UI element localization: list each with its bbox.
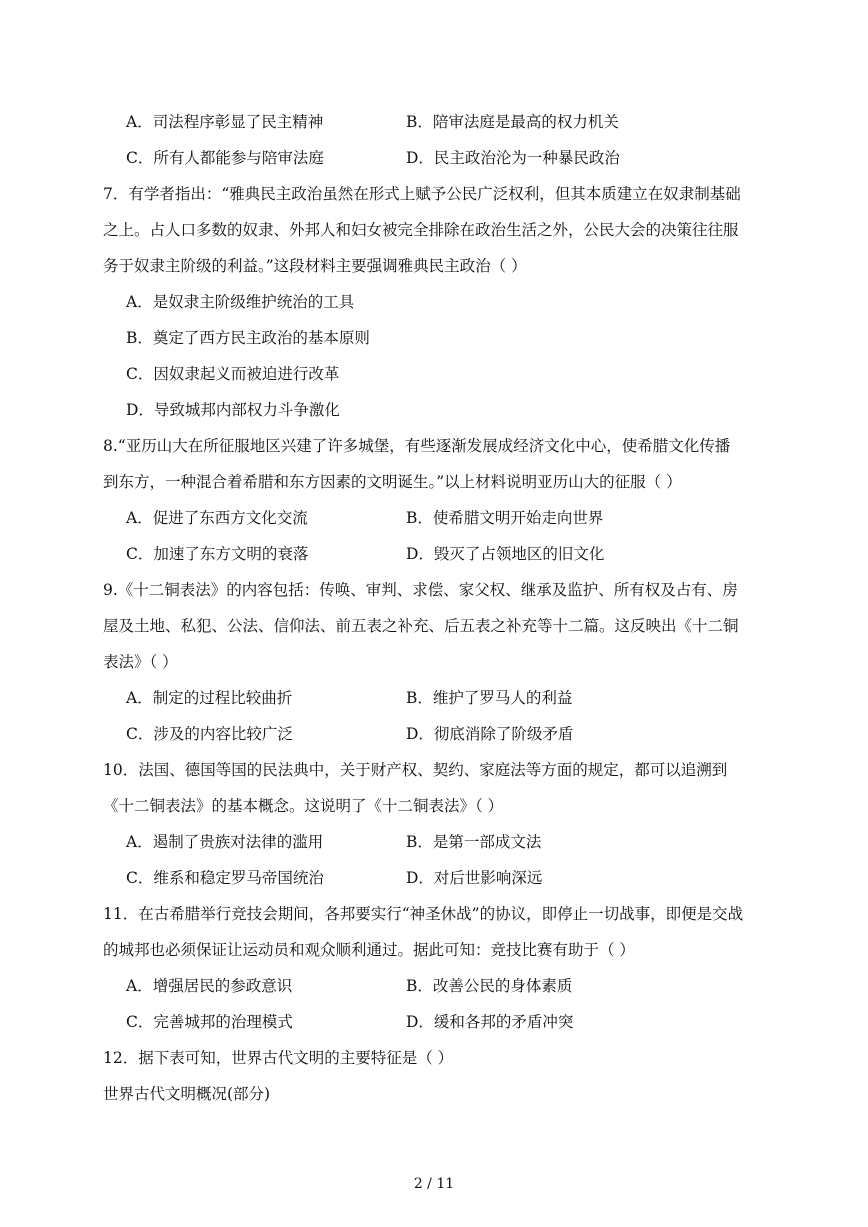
q9-option-b: B．维护了罗马人的利益: [406, 689, 573, 707]
q7-option-c: C．因奴隶起义而被迫进行改革: [126, 365, 340, 383]
q8-option-c: C．加速了东方文明的衰落: [126, 545, 309, 563]
q11-stem-line-2: 的城邦也必须保证让运动员和观众顺利通过。据此可知：竞技比赛有助于（ ）: [103, 941, 635, 959]
q6-option-a: A．司法程序彰显了民主精神: [126, 113, 324, 131]
q9-option-c: C．涉及的内容比较广泛: [126, 725, 293, 743]
q8-option-b: B．使希腊文明开始走向世界: [406, 509, 604, 527]
q11-option-a: A．增强居民的参政意识: [126, 977, 293, 995]
q10-option-a: A．遏制了贵族对法律的滥用: [126, 833, 324, 851]
q10-stem-line-1: 10．法国、德国等国的民法典中，关于财产权、契约、家庭法等方面的规定，都可以追溯到: [103, 761, 728, 779]
q7-stem-line-2: 之上。占人口多数的奴隶、外邦人和妇女被完全排除在政治生活之外，公民大会的决策往往服: [103, 221, 739, 239]
q10-option-c: C．维系和稳定罗马帝国统治: [126, 869, 324, 887]
q11-option-d: D．缓和各邦的矛盾冲突: [406, 1013, 574, 1031]
q9-option-d: D．彻底消除了阶级矛盾: [406, 725, 574, 743]
q8-option-a: A．促进了东西方文化交流: [126, 509, 308, 527]
q12-stem: 12．据下表可知，世界古代文明的主要特征是（ ）: [103, 1049, 454, 1067]
q6-option-c: C．所有人都能参与陪审法庭: [126, 149, 324, 167]
q10-option-b: B．是第一部成文法: [406, 833, 542, 851]
q8-option-d: D．毁灭了占领地区的旧文化: [406, 545, 605, 563]
q9-stem-line-1: 9.《十二铜表法》的内容包括：传唤、审判、求偿、家父权、继承及监护、所有权及占有、房: [103, 581, 738, 599]
q6-option-b: B．陪审法庭是最高的权力机关: [406, 113, 619, 131]
q7-option-b: B．奠定了西方民主政治的基本原则: [126, 329, 370, 347]
q7-option-a: A．是奴隶主阶级维护统治的工具: [126, 293, 355, 311]
q9-stem-line-3: 表法》（ ）: [103, 653, 178, 671]
q7-option-d: D．导致城邦内部权力斗争激化: [126, 401, 340, 419]
q8-stem-line-2: 到东方，一种混合着希腊和东方因素的文明诞生。”以上材料说明亚历山大的征服（ ）: [103, 473, 682, 491]
q10-option-d: D．对后世影响深远: [406, 869, 543, 887]
q11-stem-line-1: 11．在古希腊举行竞技会期间，各邦要实行“神圣休战”的协议，即停止一切战事，即便是交战: [103, 905, 744, 923]
page-number: 2 / 11: [413, 1176, 455, 1192]
q9-stem-line-2: 屋及土地、私犯、公法、信仰法、前五表之补充、后五表之补充等十二篇。这反映出《十二铜: [103, 617, 739, 635]
q8-stem-line-1: 8.“亚历山大在所征服地区兴建了许多城堡，有些逐渐发展成经济文化中心，使希腊文化传播: [103, 437, 731, 455]
q11-option-b: B．改善公民的身体素质: [406, 977, 573, 995]
q7-stem-line-1: 7．有学者指出：“雅典民主政治虽然在形式上赋予公民广泛权利，但其本质建立在奴隶制基础: [103, 185, 741, 203]
q11-option-c: C．完善城邦的治理模式: [126, 1013, 293, 1031]
q7-stem-line-3: 务于奴隶主阶级的利益。”这段材料主要强调雅典民主政治（ ）: [103, 257, 527, 275]
table-caption: 世界古代文明概况(部分): [103, 1085, 271, 1103]
q10-stem-line-2: 《十二铜表法》的基本概念。这说明了《十二铜表法》（ ）: [103, 797, 504, 815]
q9-option-a: A．制定的过程比较曲折: [126, 689, 293, 707]
q6-option-d: D．民主政治沦为一种暴民政治: [406, 149, 620, 167]
